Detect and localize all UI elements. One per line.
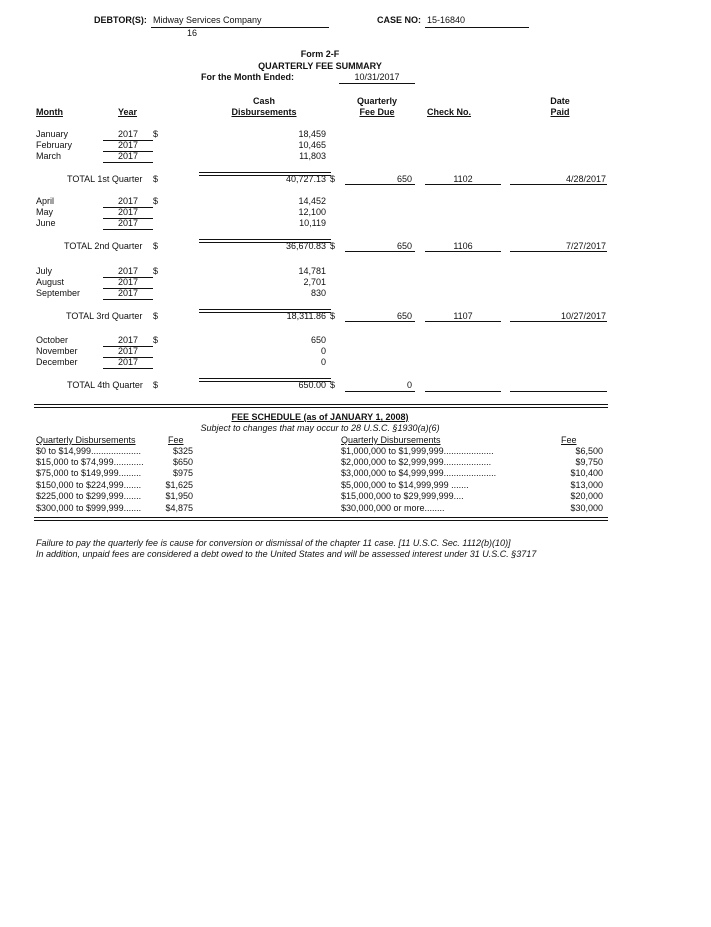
fee-range: $30,000,000 or more........ bbox=[341, 503, 445, 513]
month-year: 2017 bbox=[103, 151, 153, 163]
month-year: 2017 bbox=[103, 196, 153, 208]
quarter-total-label: TOTAL 4th Quarter bbox=[67, 380, 143, 390]
month-amount: 10,119 bbox=[299, 218, 326, 228]
currency-sign: $ bbox=[330, 174, 336, 184]
quarter-total: 40,727.13 bbox=[285, 174, 326, 184]
date-underline bbox=[510, 251, 607, 252]
currency-sign: $ bbox=[153, 129, 159, 139]
month-amount: 12,100 bbox=[298, 207, 326, 217]
date-paid: 10/27/2017 bbox=[560, 311, 606, 321]
month-name: May bbox=[36, 207, 54, 217]
quarter-fee: 650 bbox=[396, 311, 412, 321]
month-amount: 10,465 bbox=[298, 140, 326, 150]
form-title: QUARTERLY FEE SUMMARY bbox=[258, 61, 382, 71]
fee-range: $75,000 to $149,999......... bbox=[36, 468, 142, 478]
fee-range: $300,000 to $999,999....... bbox=[36, 503, 142, 513]
currency-sign: $ bbox=[153, 174, 159, 184]
check-number: 1102 bbox=[453, 174, 473, 184]
fee-range: $5,000,000 to $14,999,999 ....... bbox=[341, 480, 469, 490]
month-name: September bbox=[36, 288, 81, 298]
month-name: December bbox=[36, 357, 78, 367]
date-paid: 4/28/2017 bbox=[565, 174, 606, 184]
month-name: January bbox=[36, 129, 69, 139]
month-year: 2017 bbox=[103, 277, 153, 289]
fee-amount: $650 bbox=[172, 457, 193, 467]
month-year: 2017 bbox=[103, 346, 153, 358]
month-amount: 18,459 bbox=[298, 129, 326, 139]
fee-range: $2,000,000 to $2,999,999................... bbox=[341, 457, 492, 467]
fee-underline bbox=[345, 184, 415, 185]
quarter-total-label: TOTAL 2nd Quarter bbox=[64, 241, 143, 251]
col-year: Year bbox=[118, 107, 138, 117]
month-name: February bbox=[36, 140, 73, 150]
fee-amount: $4,875 bbox=[165, 503, 193, 513]
currency-sign: $ bbox=[153, 266, 159, 276]
fee-amount: $9,750 bbox=[575, 457, 603, 467]
month-name: April bbox=[36, 196, 55, 206]
fee-amount: $1,950 bbox=[165, 491, 193, 501]
col-fee-top: Quarterly bbox=[356, 96, 398, 106]
debtor-sub: 16 bbox=[187, 28, 198, 38]
check-number: 1107 bbox=[453, 311, 473, 321]
check-number: 1106 bbox=[453, 241, 473, 251]
fee-range: $3,000,000 to $4,999,999..................... bbox=[341, 468, 497, 478]
month-ended-value: 10/31/2017 bbox=[354, 72, 400, 82]
quarter-total: 650.00 bbox=[298, 380, 326, 390]
fee-schedule-top-rule bbox=[34, 404, 608, 408]
col-check: Check No. bbox=[427, 107, 472, 117]
debtor-underline bbox=[151, 27, 329, 28]
fee-range: $0 to $14,999.................... bbox=[36, 446, 142, 456]
month-year: 2017 bbox=[103, 129, 153, 141]
fee-range: $150,000 to $224,999....... bbox=[36, 480, 142, 490]
debtor-name: Midway Services Company bbox=[153, 15, 262, 25]
fee-schedule-subtitle: Subject to changes that may occur to 28 U.S.C. §1930(a)(6) bbox=[200, 423, 440, 433]
month-name: October bbox=[36, 335, 69, 345]
col-date-bottom: Paid bbox=[550, 107, 570, 117]
fee-col-disb-right: Quarterly Disbursements bbox=[341, 435, 441, 445]
quarter-fee: 650 bbox=[396, 174, 412, 184]
col-date-top: Date bbox=[550, 96, 570, 106]
month-year: 2017 bbox=[103, 288, 153, 300]
fee-range: $15,000 to $74,999............ bbox=[36, 457, 144, 467]
case-number: 15-16840 bbox=[427, 15, 466, 25]
quarter-total-label: TOTAL 1st Quarter bbox=[67, 174, 143, 184]
col-fee-bottom: Fee Due bbox=[359, 107, 395, 117]
currency-sign: $ bbox=[330, 380, 336, 390]
date-underline bbox=[510, 184, 607, 185]
date-underline bbox=[510, 391, 607, 392]
month-amount: 14,781 bbox=[298, 266, 326, 276]
month-name: March bbox=[36, 151, 62, 161]
fee-underline bbox=[345, 321, 415, 322]
date-underline bbox=[510, 321, 607, 322]
fee-amount: $325 bbox=[172, 446, 193, 456]
month-name: November bbox=[36, 346, 78, 356]
month-amount: 650 bbox=[310, 335, 326, 345]
quarter-total: 18,311.86 bbox=[286, 311, 326, 321]
check-underline bbox=[425, 391, 501, 392]
month-amount: 14,452 bbox=[298, 196, 326, 206]
fee-amount: $10,400 bbox=[570, 468, 603, 478]
month-ended-underline bbox=[339, 83, 415, 84]
fee-col-fee-right: Fee bbox=[561, 435, 577, 445]
month-name: August bbox=[36, 277, 65, 287]
quarter-total: 36,670.83 bbox=[285, 241, 326, 251]
fee-range: $15,000,000 to $29,999,999.... bbox=[341, 491, 464, 501]
currency-sign: $ bbox=[153, 311, 159, 321]
month-year: 2017 bbox=[103, 357, 153, 369]
fee-col-disb-left: Quarterly Disbursements bbox=[36, 435, 136, 445]
check-underline bbox=[425, 184, 501, 185]
col-cash-top: Cash bbox=[252, 96, 275, 106]
currency-sign: $ bbox=[153, 335, 159, 345]
fee-amount: $13,000 bbox=[570, 480, 603, 490]
fee-amount: $1,625 bbox=[165, 480, 193, 490]
quarter-fee: 650 bbox=[396, 241, 412, 251]
fee-schedule-title: FEE SCHEDULE (as of JANUARY 1, 2008) bbox=[231, 412, 409, 422]
footer-note-2: In addition, unpaid fees are considered a debt owed to the United States and will be assessed interest under 31 U.S.C. §3717 bbox=[36, 549, 537, 559]
footer-note-1: Failure to pay the quarterly fee is cause for conversion or dismissal of the chapter 11 case. [11 U.S.C. Sec. 1112(b)(10)] bbox=[36, 538, 511, 548]
month-amount: 830 bbox=[310, 288, 326, 298]
month-year: 2017 bbox=[103, 218, 153, 230]
month-year: 2017 bbox=[103, 335, 153, 347]
month-name: July bbox=[36, 266, 53, 276]
month-year: 2017 bbox=[103, 207, 153, 219]
quarter-fee: 0 bbox=[406, 380, 412, 390]
month-amount: 0 bbox=[320, 346, 326, 356]
fee-underline bbox=[345, 391, 415, 392]
currency-sign: $ bbox=[153, 241, 159, 251]
fee-amount: $30,000 bbox=[570, 503, 603, 513]
month-amount: 2,701 bbox=[303, 277, 326, 287]
fee-amount: $975 bbox=[172, 468, 193, 478]
month-ended-label: For the Month Ended: bbox=[201, 72, 294, 82]
currency-sign: $ bbox=[153, 380, 159, 390]
check-underline bbox=[425, 251, 501, 252]
case-label: CASE NO: bbox=[377, 15, 422, 25]
fee-col-fee-left: Fee bbox=[168, 435, 184, 445]
currency-sign: $ bbox=[330, 241, 336, 251]
fee-schedule-bottom-rule bbox=[34, 517, 608, 521]
quarter-total-label: TOTAL 3rd Quarter bbox=[66, 311, 143, 321]
month-year: 2017 bbox=[103, 140, 153, 152]
currency-sign: $ bbox=[330, 311, 336, 321]
col-month: Month bbox=[36, 107, 63, 117]
fee-underline bbox=[345, 251, 415, 252]
fee-amount: $20,000 bbox=[570, 491, 603, 501]
month-amount: 0 bbox=[320, 357, 326, 367]
month-name: June bbox=[36, 218, 56, 228]
fee-range: $225,000 to $299,999....... bbox=[36, 491, 142, 501]
currency-sign: $ bbox=[153, 196, 159, 206]
month-year: 2017 bbox=[103, 266, 153, 278]
fee-range: $1,000,000 to $1,999,999.................... bbox=[341, 446, 494, 456]
month-amount: 11,803 bbox=[299, 151, 326, 161]
date-paid: 7/27/2017 bbox=[565, 241, 606, 251]
check-underline bbox=[425, 321, 501, 322]
fee-amount: $6,500 bbox=[575, 446, 603, 456]
col-cash-bottom: Disbursements bbox=[231, 107, 297, 117]
case-underline bbox=[425, 27, 529, 28]
debtor-label: DEBTOR(S): bbox=[94, 15, 147, 25]
form-name: Form 2-F bbox=[300, 49, 340, 59]
